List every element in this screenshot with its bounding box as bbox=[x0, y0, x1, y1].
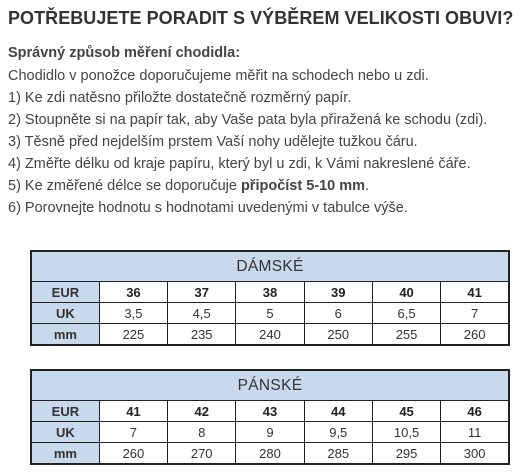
cell: 295 bbox=[372, 443, 440, 465]
cell: 260 bbox=[99, 443, 167, 465]
instruction-step-2: 2) Stoupněte si na papír tak, aby Vaše pata byla přiražená ke schodu (zdi). bbox=[8, 112, 488, 128]
row-label-uk: UK bbox=[31, 303, 99, 324]
row-label-mm: mm bbox=[31, 324, 99, 346]
row-label-eur: EUR bbox=[31, 401, 99, 422]
cell: 41 bbox=[99, 401, 167, 422]
cell: 235 bbox=[168, 324, 236, 346]
cell: 11 bbox=[441, 422, 509, 443]
instruction-intro: Chodidlo v ponožce doporučujeme měřit na schodech nebo u zdi. bbox=[8, 68, 429, 84]
instruction-step-5-text: 5) Ke změřené délce se doporučuje bbox=[8, 178, 241, 194]
cell: 39 bbox=[304, 282, 372, 303]
table-row bbox=[31, 282, 509, 303]
table-row bbox=[31, 443, 509, 465]
row-label-uk: UK bbox=[31, 422, 99, 443]
mens-table-title: PÁNSKÉ bbox=[31, 370, 509, 401]
section-title: Správný způsob měření chodidla: bbox=[8, 45, 241, 61]
cell: 7 bbox=[441, 303, 509, 324]
cell: 44 bbox=[304, 401, 372, 422]
cell: 260 bbox=[441, 324, 509, 346]
table-row bbox=[31, 422, 509, 443]
cell: 3,5 bbox=[99, 303, 167, 324]
row-label-mm: mm bbox=[31, 443, 99, 465]
cell: 280 bbox=[236, 443, 304, 465]
cell: 8 bbox=[168, 422, 236, 443]
womens-table-title: DÁMSKÉ bbox=[31, 251, 509, 282]
cell: 42 bbox=[168, 401, 236, 422]
cell: 270 bbox=[168, 443, 236, 465]
instruction-step-3: 3) Těsně před nejdelším prstem Vaší nohy udělejte tužkou čáru. bbox=[8, 134, 418, 150]
cell: 250 bbox=[304, 324, 372, 346]
table-row bbox=[31, 303, 509, 324]
cell: 225 bbox=[99, 324, 167, 346]
instruction-step-4: 4) Změřte délku od kraje papíru, který byl u zdi, k Vámi nakreslené čáře. bbox=[8, 156, 471, 172]
cell: 240 bbox=[236, 324, 304, 346]
cell: 45 bbox=[372, 401, 440, 422]
table-row bbox=[31, 324, 509, 346]
cell: 9 bbox=[236, 422, 304, 443]
table-row bbox=[31, 401, 509, 422]
cell: 300 bbox=[441, 443, 509, 465]
cell: 37 bbox=[168, 282, 236, 303]
cell: 36 bbox=[99, 282, 167, 303]
cell: 38 bbox=[236, 282, 304, 303]
instruction-step-5-end: . bbox=[365, 178, 370, 194]
cell: 6,5 bbox=[372, 303, 440, 324]
cell: 10,5 bbox=[372, 422, 440, 443]
cell: 7 bbox=[99, 422, 167, 443]
cell: 9,5 bbox=[304, 422, 372, 443]
row-label-eur: EUR bbox=[31, 282, 99, 303]
instruction-step-5-highlight: připočíst 5-10 mm bbox=[240, 178, 366, 194]
cell: 46 bbox=[441, 401, 509, 422]
page-heading: POTŘEBUJETE PORADIT S VÝBĚREM VELIKOSTI OBUVI? bbox=[8, 8, 514, 28]
instructions-list bbox=[8, 65, 529, 219]
mens-size-table bbox=[30, 369, 510, 465]
cell: 6 bbox=[304, 303, 372, 324]
womens-size-table bbox=[30, 250, 510, 346]
instruction-step-6: 6) Porovnejte hodnotu s hodnotami uvedenými v tabulce výše. bbox=[8, 200, 408, 216]
cell: 41 bbox=[441, 282, 509, 303]
cell: 255 bbox=[372, 324, 440, 346]
cell: 43 bbox=[236, 401, 304, 422]
cell: 40 bbox=[372, 282, 440, 303]
cell: 5 bbox=[236, 303, 304, 324]
cell: 4,5 bbox=[168, 303, 236, 324]
instruction-step-5 bbox=[8, 175, 529, 197]
instruction-step-1: 1) Ke zdi natěsno přiložte dostatečně rozměrný papír. bbox=[8, 90, 352, 106]
cell: 285 bbox=[304, 443, 372, 465]
